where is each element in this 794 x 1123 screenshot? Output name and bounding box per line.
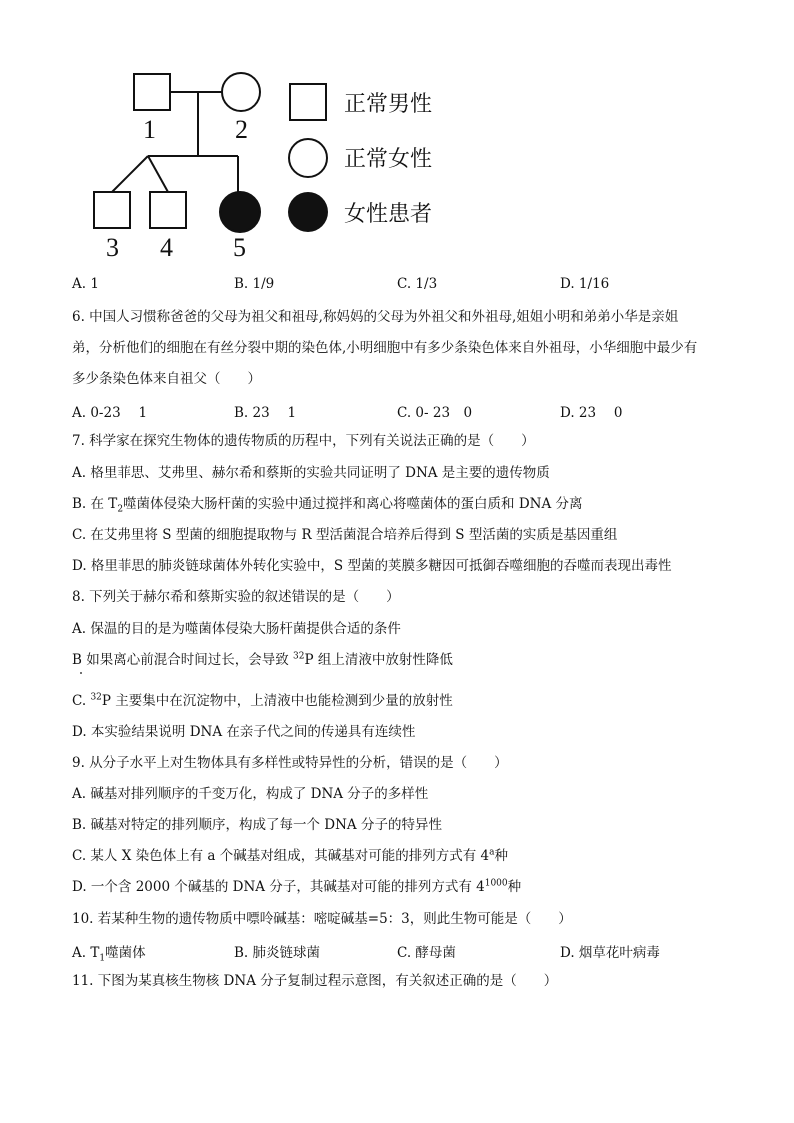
label-1: 1 [143,115,156,144]
q8-option-d[interactable]: D. 本实验结果说明 DNA 在亲子代之间的传递具有连续性 [72,724,416,740]
q10-options [72,941,712,964]
legend-female-circle [289,139,327,177]
q10-a-text-1: A. T [72,945,100,961]
q5-option-b[interactable]: B. 1/9 [234,276,275,292]
q8-option-c[interactable] [72,692,453,710]
stray-dot [80,672,82,674]
q10-option-b[interactable]: B. 肺炎链球菌 [234,945,321,961]
q11-stem: 11. 下图为某真核生物核 DNA 分子复制过程示意图，有关叙述正确的是（ ） [72,973,558,989]
label-4: 4 [160,233,173,262]
q9-d-superscript: 1000 [484,878,508,889]
q8-option-a[interactable]: A. 保温的目的是为噬菌体侵染大肠杆菌提供合适的条件 [72,621,401,637]
legend-affected-female: 女性患者 [344,202,433,227]
q9-stem: 9. 从分子水平上对生物体具有多样性或特异性的分析，错误的是（ ） [72,755,508,771]
q6-stem-line-2: 弟，分析他们的细胞在有丝分裂中期的染色体,小明细胞中有多少条染色体来自外祖母，小华细胞中最少有 [72,340,698,356]
label-3: 3 [106,233,119,262]
individual-3-male-square [94,192,130,228]
q6-option-a[interactable]: A. 0-23 1 [72,405,148,421]
q8-option-b[interactable] [72,651,453,669]
q6-option-c[interactable]: C. 0- 23 0 [397,405,473,421]
q5-option-a[interactable]: A. 1 [72,276,99,292]
label-5: 5 [233,233,246,262]
q8-c-text-1: C. [72,693,91,709]
q5-option-d[interactable]: D. 1/16 [560,276,610,292]
q6-options [72,401,712,419]
q9-d-text-1: D. 一个含 2000 个碱基的 DNA 分子，其碱基对可能的排列方式有 4 [72,879,485,895]
q9-c-superscript: a [489,847,495,858]
q7-option-c[interactable]: C. 在艾弗里将 S 型菌的细胞提取物与 R 型活菌混合培养后得到 S 型活菌的实质是基因重组 [72,527,618,543]
q7-option-d[interactable]: D. 格里菲思的肺炎链球菌体外转化实验中，S 型菌的荚膜多糖因可抵御吞噬细胞的吞噬而表现出毒性 [72,558,672,574]
q8-b-text-1: B 如果离心前混合时间过长，会导致 [72,652,294,668]
legend-male-square [290,84,326,120]
q8-c-superscript: 32 [90,692,102,703]
q6-option-d[interactable]: D. 23 0 [560,405,623,421]
q10-stem: 10. 若某种生物的遗传物质中嘌呤碱基：嘧啶碱基=5：3，则此生物可能是（ ） [72,911,572,927]
individual-1-male-square [134,74,170,110]
label-2: 2 [235,115,248,144]
q5-option-c[interactable]: C. 1/3 [397,276,438,292]
q8-b-text-2: P 组上清液中放射性降低 [304,652,453,668]
twin-branch-left [112,156,148,192]
q10-a-text-2: 噬菌体 [105,945,146,961]
q8-c-text-2: P 主要集中在沉淀物中，上清液中也能检测到少量的放射性 [101,693,453,709]
pedigree-diagram [80,60,480,270]
q7-stem: 7. 科学家在探究生物体的遗传物质的历程中，下列有关说法正确的是（ ） [72,433,535,449]
q6-stem-line-1: 6. 中国人习惯称爸爸的父母为祖父和祖母,称妈妈的父母为外祖父和外祖母,姐姐小明和弟弟小华是亲姐 [72,309,679,325]
q9-option-a[interactable]: A. 碱基对排列顺序的千变万化，构成了 DNA 分子的多样性 [72,786,429,802]
individual-5-affected-female [220,192,260,232]
q7-b-text-1: B. 在 T [72,496,118,512]
q9-option-d[interactable] [72,878,521,896]
q9-c-text-2: 种 [494,848,509,864]
q10-option-d[interactable]: D. 烟草花叶病毒 [560,945,660,961]
q7-option-b[interactable] [72,495,583,513]
q6-option-b[interactable]: B. 23 1 [234,405,297,421]
individual-4-male-square [150,192,186,228]
q7-b-text-2: 噬菌体侵染大肠杆菌的实验中通过搅拌和离心将噬菌体的蛋白质和 DNA 分离 [123,496,583,512]
q7-option-a[interactable]: A. 格里菲思、艾弗里、赫尔希和蔡斯的实验共同证明了 DNA 是主要的遗传物质 [72,465,550,481]
q10-a-subscript: 1 [99,953,106,964]
legend-affected-circle [288,192,328,232]
legend-normal-female: 正常女性 [344,147,433,172]
q7-b-subscript: 2 [117,504,124,515]
legend-normal-male: 正常男性 [344,92,433,117]
q9-c-text-1: C. 某人 X 染色体上有 a 个碱基对组成，其碱基对可能的排列方式有 4 [72,848,490,864]
q8-b-superscript: 32 [293,651,305,662]
q10-option-c[interactable]: C. 酵母菌 [397,945,456,961]
q8-stem: 8. 下列关于赫尔希和蔡斯实验的叙述错误的是（ ） [72,589,400,605]
q10-option-a[interactable] [72,941,146,964]
q5-options [72,276,712,294]
twin-branch-right [148,156,168,192]
q9-option-b[interactable]: B. 碱基对特定的排列顺序，构成了每一个 DNA 分子的特异性 [72,817,442,833]
q9-d-text-2: 种 [507,879,522,895]
q9-option-c[interactable] [72,847,508,865]
individual-2-female-circle [222,73,260,111]
q6-stem-line-3: 多少条染色体来自祖父（ ） [72,371,261,387]
